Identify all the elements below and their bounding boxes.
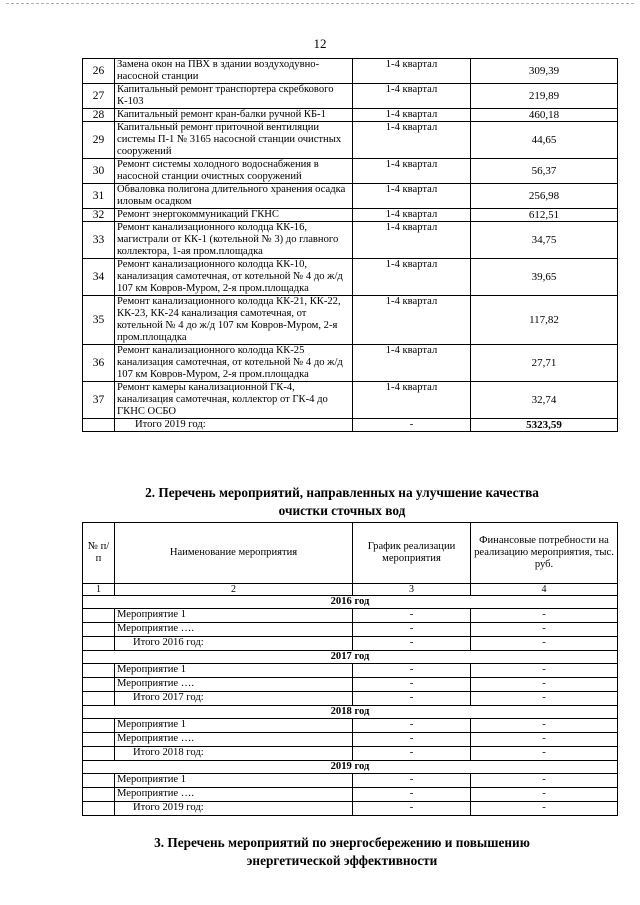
year-header-row (83, 651, 618, 664)
measures-table-continued (82, 58, 618, 432)
schedule-cell: 1-4 квартал (353, 159, 471, 184)
measure-name: Мероприятие 1 (115, 609, 353, 623)
finance-cell: - (471, 733, 618, 747)
empty-cell (83, 774, 115, 788)
total-schedule: - (353, 637, 471, 651)
empty-cell (83, 664, 115, 678)
empty-cell (83, 692, 115, 706)
row-number: 35 (83, 296, 115, 345)
schedule-cell: 1-4 квартал (353, 109, 471, 122)
measure-name: Капитальный ремонт кран-балки ручной КБ-1 (115, 109, 353, 122)
measure-name: Ремонт камеры канализационной ГК-4, канализация самотечная, коллектор от ГК-4 до ГКНС ОСБО (115, 382, 353, 419)
table-row (83, 788, 618, 802)
table-row (83, 719, 618, 733)
schedule-cell: 1-4 квартал (353, 59, 471, 84)
amount-cell: 56,37 (471, 159, 618, 184)
table-row (83, 159, 618, 184)
row-number: 31 (83, 184, 115, 209)
amount-cell: 460,18 (471, 109, 618, 122)
measure-name: Мероприятие …. (115, 623, 353, 637)
measure-name: Ремонт канализационного колодца КК-21, КК-22, КК-23, КК-24 канализация самотечная, от котельной № 4 до ж/д 107 км Ковров-Муром, 2-я пром.площадка (115, 296, 353, 345)
measure-name: Мероприятие 1 (115, 664, 353, 678)
table-row (83, 259, 618, 296)
schedule-cell: 1-4 квартал (353, 382, 471, 419)
row-number: 34 (83, 259, 115, 296)
page-number: 12 (313, 36, 327, 51)
finance-cell: - (471, 788, 618, 802)
schedule-cell: - (353, 623, 471, 637)
schedule-cell: - (353, 664, 471, 678)
schedule-cell: - (353, 719, 471, 733)
total-finance: - (471, 802, 618, 816)
row-number: 37 (83, 382, 115, 419)
table-row (83, 774, 618, 788)
schedule-cell: - (353, 609, 471, 623)
total-finance: - (471, 692, 618, 706)
empty-cell (83, 733, 115, 747)
empty-cell (83, 637, 115, 651)
table-row (83, 733, 618, 747)
row-number: 32 (83, 209, 115, 222)
year-label: 2016 год (83, 596, 618, 609)
row-number: 30 (83, 159, 115, 184)
table-row (83, 382, 618, 419)
finance-cell: - (471, 664, 618, 678)
empty-cell (83, 788, 115, 802)
row-number: 28 (83, 109, 115, 122)
total-schedule: - (353, 419, 471, 432)
measure-name: Ремонт системы холодного водоснабжения в насосной станции очистных сооружений (115, 159, 353, 184)
amount-cell: 39,65 (471, 259, 618, 296)
amount-cell: 44,65 (471, 122, 618, 159)
empty-cell (83, 747, 115, 761)
schedule-cell: - (353, 733, 471, 747)
table-row (83, 345, 618, 382)
total-label: Итого 2017 год: (115, 692, 353, 706)
schedule-cell: - (353, 774, 471, 788)
total-schedule: - (353, 802, 471, 816)
measure-name: Обваловка полигона длительного хранения осадка иловым осадком (115, 184, 353, 209)
total-row (83, 419, 618, 432)
column-number: 3 (353, 584, 471, 596)
amount-cell: 612,51 (471, 209, 618, 222)
schedule-cell: 1-4 квартал (353, 84, 471, 109)
measure-name: Ремонт канализационного колодца КК-25 канализация самотечная, от котельной № 4 до ж/д 107 км Ковров-Муром, 2-я пром.площадка (115, 345, 353, 382)
finance-cell: - (471, 719, 618, 733)
section-3-title-line-2: энергетической эффективности (246, 853, 438, 868)
empty-cell (83, 623, 115, 637)
header-schedule: График реализации мероприятия (353, 523, 471, 584)
finance-cell: - (471, 678, 618, 692)
total-finance: - (471, 747, 618, 761)
table-row (83, 209, 618, 222)
schedule-cell: 1-4 квартал (353, 259, 471, 296)
year-total-row (83, 802, 618, 816)
year-total-row (83, 692, 618, 706)
row-number: 29 (83, 122, 115, 159)
section-2-title-line-1: 2. Перечень мероприятий, направленных на улучшение качества (145, 485, 539, 500)
empty-cell (83, 609, 115, 623)
total-finance: - (471, 637, 618, 651)
section-2-title-line-2: очистки сточных вод (278, 503, 406, 518)
empty-cell (83, 719, 115, 733)
total-label: Итого 2016 год: (115, 637, 353, 651)
table-row (83, 222, 618, 259)
measure-name: Ремонт канализационного колодца КК-16, магистрали от КК-1 (котельной № 3) до главного коллектора, 1-ая пром.площадка (115, 222, 353, 259)
table-row (83, 664, 618, 678)
amount-cell: 34,75 (471, 222, 618, 259)
schedule-cell: 1-4 квартал (353, 222, 471, 259)
schedule-cell: 1-4 квартал (353, 184, 471, 209)
year-total-row (83, 747, 618, 761)
table-row (83, 84, 618, 109)
year-label: 2019 год (83, 761, 618, 774)
header-num: № п/п (83, 523, 115, 584)
table-row (83, 184, 618, 209)
section-3-title-line-1: 3. Перечень мероприятий по энергосбережению и повышению (154, 835, 530, 850)
amount-cell: 27,71 (471, 345, 618, 382)
amount-cell: 219,89 (471, 84, 618, 109)
measure-name: Капитальный ремонт приточной вентиляции системы П-1 № 3165 насосной станции очистных сооружений (115, 122, 353, 159)
column-number: 4 (471, 584, 618, 596)
wastewater-measures-table (82, 522, 618, 816)
total-schedule: - (353, 747, 471, 761)
section-3-title (62, 834, 622, 870)
year-header-row (83, 761, 618, 774)
year-header-row (83, 706, 618, 719)
table-row (83, 296, 618, 345)
row-number: 36 (83, 345, 115, 382)
scan-top-rule (6, 3, 634, 4)
header-name: Наименование мероприятия (115, 523, 353, 584)
schedule-cell: 1-4 квартал (353, 209, 471, 222)
table-row (83, 109, 618, 122)
measure-name: Мероприятие 1 (115, 719, 353, 733)
empty-cell (83, 419, 115, 432)
total-label: Итого 2019 год: (115, 419, 353, 432)
total-schedule: - (353, 692, 471, 706)
row-number: 33 (83, 222, 115, 259)
measure-name: Мероприятие …. (115, 733, 353, 747)
amount-cell: 309,39 (471, 59, 618, 84)
finance-cell: - (471, 623, 618, 637)
amount-cell: 32,74 (471, 382, 618, 419)
row-number: 26 (83, 59, 115, 84)
table-row (83, 122, 618, 159)
measure-name: Ремонт энергокоммуникаций ГКНС (115, 209, 353, 222)
table-row (83, 623, 618, 637)
table-header-row (83, 523, 618, 584)
total-label: Итого 2018 год: (115, 747, 353, 761)
column-number: 1 (83, 584, 115, 596)
schedule-cell: 1-4 квартал (353, 296, 471, 345)
year-label: 2017 год (83, 651, 618, 664)
table-row (83, 609, 618, 623)
column-number: 2 (115, 584, 353, 596)
schedule-cell: - (353, 788, 471, 802)
table-row (83, 59, 618, 84)
empty-cell (83, 678, 115, 692)
schedule-cell: 1-4 квартал (353, 345, 471, 382)
row-number: 27 (83, 84, 115, 109)
amount-cell: 117,82 (471, 296, 618, 345)
measure-name: Капитальный ремонт транспортера скребкового К-103 (115, 84, 353, 109)
measure-name: Ремонт канализационного колодца КК-10, канализация самотечная, от котельной № 4 до ж/д 107 км Ковров-Муром, 2-я пром.площадка (115, 259, 353, 296)
finance-cell: - (471, 774, 618, 788)
section-2-title (62, 484, 622, 520)
header-finance: Финансовые потребности на реализацию мероприятия, тыс. руб. (471, 523, 618, 584)
year-header-row (83, 596, 618, 609)
schedule-cell: - (353, 678, 471, 692)
amount-cell: 256,98 (471, 184, 618, 209)
finance-cell: - (471, 609, 618, 623)
year-total-row (83, 637, 618, 651)
measure-name: Мероприятие 1 (115, 774, 353, 788)
measure-name: Замена окон на ПВХ в здании воздуходувно-насосной станции (115, 59, 353, 84)
empty-cell (83, 802, 115, 816)
column-number-row (83, 584, 618, 596)
total-label: Итого 2019 год: (115, 802, 353, 816)
schedule-cell: 1-4 квартал (353, 122, 471, 159)
table-row (83, 678, 618, 692)
year-label: 2018 год (83, 706, 618, 719)
measure-name: Мероприятие …. (115, 788, 353, 802)
total-amount: 5323,59 (471, 419, 618, 432)
measure-name: Мероприятие …. (115, 678, 353, 692)
